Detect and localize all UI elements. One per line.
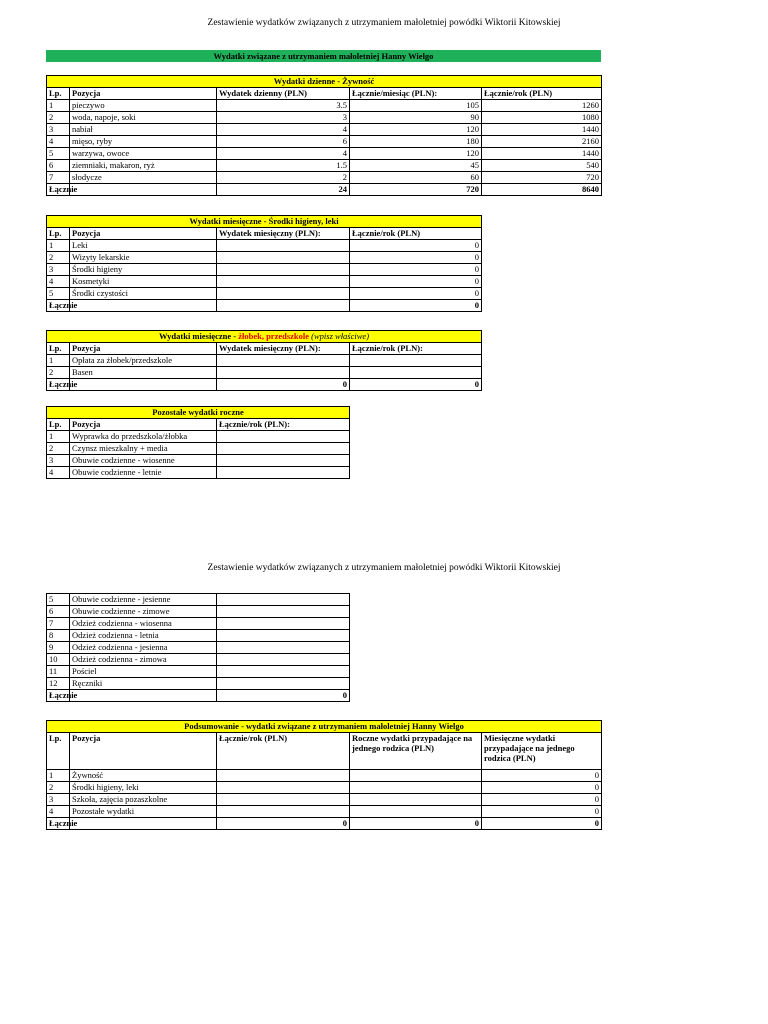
table-cell: 0 (350, 818, 482, 830)
table-row (47, 467, 350, 479)
column-header: Pozycja (70, 733, 217, 770)
table-row (47, 160, 602, 172)
header-row (47, 88, 602, 100)
table-cell: 3 (217, 112, 350, 124)
table-cell (70, 300, 217, 312)
table-cell: 1 (47, 431, 70, 443)
header-row (47, 733, 602, 770)
summary-table (46, 720, 602, 830)
table-row (47, 666, 350, 678)
table-cell (217, 367, 350, 379)
table-cell: Odzież codzienna - jesienna (70, 642, 217, 654)
table-cell (217, 630, 350, 642)
table-cell: 45 (350, 160, 482, 172)
table-cell (217, 678, 350, 690)
table-row (47, 288, 482, 300)
table-cell: 6 (47, 160, 70, 172)
food-table (46, 75, 602, 196)
table-cell (217, 240, 350, 252)
column-header: Lp. (47, 419, 70, 431)
table-cell: 12 (47, 678, 70, 690)
table-cell: 6 (217, 136, 350, 148)
table-cell: 3.5 (217, 100, 350, 112)
table-cell: 0 (217, 379, 350, 391)
table-cell: Obuwie codzienne - wiosenne (70, 455, 217, 467)
table-cell (217, 794, 350, 806)
table-cell (350, 367, 482, 379)
table-cell (217, 455, 350, 467)
table-row (47, 654, 350, 666)
table-row (47, 240, 482, 252)
table-row (47, 678, 350, 690)
table-row (47, 148, 602, 160)
table-cell: Łącznie (47, 818, 70, 830)
table-cell: 1440 (482, 148, 602, 160)
table-cell: Wizyty lekarskie (70, 252, 217, 264)
table-title: Podsumowanie - wydatki związane z utrzymaniem małoletniej Hanny Wielgo (47, 721, 602, 733)
table-row (47, 136, 602, 148)
table-cell: Pościel (70, 666, 217, 678)
table-cell (350, 355, 482, 367)
table-cell: 1.5 (217, 160, 350, 172)
table-cell (350, 770, 482, 782)
other-table-continued (46, 593, 350, 702)
table-cell: 0 (350, 379, 482, 391)
total-row (47, 690, 350, 702)
table-cell: 3 (47, 794, 70, 806)
table-cell: 5 (47, 594, 70, 606)
table-row (47, 112, 602, 124)
table-cell: 60 (350, 172, 482, 184)
table-cell: Odzież codzienna - wiosenna (70, 618, 217, 630)
table-cell: 2160 (482, 136, 602, 148)
table-cell: 5 (47, 288, 70, 300)
table-cell: 2 (47, 252, 70, 264)
hygiene-table (46, 215, 482, 312)
table-cell: 0 (350, 264, 482, 276)
document-title-page2: Zestawienie wydatków związanych z utrzymaniem małoletniej powódki Wiktorii Kitowskiej (207, 563, 561, 573)
school-table (46, 330, 482, 391)
table-cell: 0 (350, 240, 482, 252)
table-cell: 3 (47, 264, 70, 276)
table-cell (217, 276, 350, 288)
table-cell: Łącznie (47, 690, 70, 702)
header-row (47, 419, 350, 431)
table-title: Pozostałe wydatki roczne (47, 407, 350, 419)
table-cell (350, 794, 482, 806)
table-row (47, 606, 350, 618)
table-cell: 120 (350, 124, 482, 136)
table-cell: 1080 (482, 112, 602, 124)
table-cell: 120 (350, 148, 482, 160)
table-row (47, 124, 602, 136)
column-header: Wydatek miesięczny (PLN): (217, 343, 350, 355)
table-cell: Obuwie codzienne - zimowe (70, 606, 217, 618)
column-header: Pozycja (70, 419, 217, 431)
table-cell (70, 690, 217, 702)
column-header: Lp. (47, 343, 70, 355)
column-header: Łącznie/rok (PLN) (482, 88, 602, 100)
table-row (47, 806, 602, 818)
table-cell: 2 (47, 112, 70, 124)
table-cell: 8640 (482, 184, 602, 196)
table-cell: Odzież codzienna - zimowa (70, 654, 217, 666)
table-cell: Szkoła, zajęcia pozaszkolne (70, 794, 217, 806)
table-cell (217, 782, 350, 794)
table-cell: 5 (47, 148, 70, 160)
table-row (47, 367, 482, 379)
table-cell: 3 (47, 455, 70, 467)
table-cell: Pozostałe wydatki (70, 806, 217, 818)
table-cell (217, 642, 350, 654)
column-header: Lp. (47, 733, 70, 770)
table-cell (70, 184, 217, 196)
table-cell (217, 264, 350, 276)
table-cell: Leki (70, 240, 217, 252)
table-row (47, 431, 350, 443)
table-cell: 0 (350, 276, 482, 288)
table-cell: 4 (217, 124, 350, 136)
table-cell (217, 594, 350, 606)
column-header: Lp. (47, 228, 70, 240)
table-cell: 11 (47, 666, 70, 678)
table-row (47, 100, 602, 112)
table-cell (217, 618, 350, 630)
other-table (46, 406, 350, 479)
table-title (47, 331, 482, 343)
column-header: Pozycja (70, 228, 217, 240)
column-header: Łącznie/rok (PLN) (350, 228, 482, 240)
table-title: Wydatki miesięczne - Środki higieny, leki (47, 216, 482, 228)
table-cell: 720 (350, 184, 482, 196)
table-cell: Łącznie (47, 184, 70, 196)
table-cell: 7 (47, 618, 70, 630)
table-cell: 0 (482, 782, 602, 794)
table-cell: Łącznie (47, 379, 70, 391)
table-row (47, 252, 482, 264)
table-cell: Łącznie (47, 300, 70, 312)
table-cell (70, 818, 217, 830)
table-cell: 105 (350, 100, 482, 112)
section-banner: Wydatki związane z utrzymaniem małoletniej Hanny Wielgo (46, 50, 601, 62)
table-cell: Ręczniki (70, 678, 217, 690)
table-cell: 0 (217, 690, 350, 702)
table-row (47, 276, 482, 288)
table-cell: 0 (350, 252, 482, 264)
table-cell: Obuwie codzienne - jesienne (70, 594, 217, 606)
table-row (47, 455, 350, 467)
column-header: Łącznie/miesiąc (PLN): (350, 88, 482, 100)
table-row (47, 172, 602, 184)
table-row (47, 264, 482, 276)
table-cell: 4 (47, 467, 70, 479)
table-cell: 1260 (482, 100, 602, 112)
table-cell: Środki higieny (70, 264, 217, 276)
table-title: Wydatki dzienne - Żywność (47, 76, 602, 88)
table-cell: 9 (47, 642, 70, 654)
document-title: Zestawienie wydatków związanych z utrzymaniem małoletniej powódki Wiktorii Kitowskiej (207, 18, 561, 28)
table-cell: 0 (482, 794, 602, 806)
column-header: Wydatek miesięczny (PLN): (217, 228, 350, 240)
table-cell: ziemniaki, makaron, ryż (70, 160, 217, 172)
header-row (47, 228, 482, 240)
table-row (47, 794, 602, 806)
table-cell: 3 (47, 124, 70, 136)
table-cell: Żywność (70, 770, 217, 782)
table-cell: 4 (47, 806, 70, 818)
table-row (47, 770, 602, 782)
total-row (47, 379, 482, 391)
table-cell: 4 (217, 148, 350, 160)
table-cell: 0 (350, 288, 482, 300)
table-cell: 540 (482, 160, 602, 172)
table-cell: 720 (482, 172, 602, 184)
table-cell (217, 288, 350, 300)
total-row (47, 300, 482, 312)
table-cell: nabiał (70, 124, 217, 136)
total-row (47, 184, 602, 196)
table-cell: 6 (47, 606, 70, 618)
title-red-part: żłobek, przedszkole (238, 331, 310, 341)
column-header: Pozycja (70, 88, 217, 100)
table-cell: 0 (217, 818, 350, 830)
table-cell: 1 (47, 240, 70, 252)
table-cell: 1 (47, 100, 70, 112)
title-prefix: Wydatki miesięczne - (158, 331, 239, 341)
table-cell: warzywa, owoce (70, 148, 217, 160)
table-cell: Środki higieny, leki (70, 782, 217, 794)
table-row (47, 443, 350, 455)
table-cell (217, 431, 350, 443)
table-cell: 0 (482, 818, 602, 830)
table-cell: Odzież codzienna - letnia (70, 630, 217, 642)
table-cell: Obuwie codzienne - letnie (70, 467, 217, 479)
table-cell: 4 (47, 276, 70, 288)
column-header: Miesięczne wydatki przypadające na jednego rodzica (PLN) (482, 733, 602, 770)
table-cell: Basen (70, 367, 217, 379)
table-cell: słodycze (70, 172, 217, 184)
table-cell: 2 (47, 443, 70, 455)
table-cell (217, 443, 350, 455)
table-cell (217, 654, 350, 666)
table-cell: 2 (47, 367, 70, 379)
table-row (47, 630, 350, 642)
table-row (47, 618, 350, 630)
table-cell: 90 (350, 112, 482, 124)
title-note: (wpisz właściwe) (309, 331, 370, 341)
table-cell: 24 (217, 184, 350, 196)
table-cell (350, 782, 482, 794)
table-cell (217, 467, 350, 479)
table-cell: 1440 (482, 124, 602, 136)
total-row (47, 818, 602, 830)
table-cell (217, 300, 350, 312)
column-header: Lp. (47, 88, 70, 100)
table-cell (217, 355, 350, 367)
table-cell: 180 (350, 136, 482, 148)
column-header: Wydatek dzienny (PLN) (217, 88, 350, 100)
table-cell (217, 770, 350, 782)
table-row (47, 782, 602, 794)
column-header: Łącznie/rok (PLN) (217, 733, 350, 770)
table-cell (70, 379, 217, 391)
table-cell: 1 (47, 770, 70, 782)
table-cell: 2 (217, 172, 350, 184)
table-cell: 0 (482, 770, 602, 782)
header-row (47, 343, 482, 355)
table-cell (217, 666, 350, 678)
table-cell: 1 (47, 355, 70, 367)
table-cell: 2 (47, 782, 70, 794)
table-cell: Kosmetyki (70, 276, 217, 288)
table-cell: 0 (482, 806, 602, 818)
table-cell: Wyprawka do przedszkola/żłobka (70, 431, 217, 443)
table-cell: woda, napoje, soki (70, 112, 217, 124)
table-cell: Środki czystości (70, 288, 217, 300)
table-cell: 10 (47, 654, 70, 666)
table-cell: 7 (47, 172, 70, 184)
table-cell: Czynsz mieszkalny + media (70, 443, 217, 455)
table-row (47, 355, 482, 367)
table-cell: pieczywo (70, 100, 217, 112)
table-cell (217, 606, 350, 618)
column-header: Roczne wydatki przypadające na jednego rodzica (PLN) (350, 733, 482, 770)
table-cell: 0 (350, 300, 482, 312)
table-cell (350, 806, 482, 818)
column-header: Pozycja (70, 343, 217, 355)
table-cell (217, 806, 350, 818)
table-cell (217, 252, 350, 264)
table-cell: 4 (47, 136, 70, 148)
table-row (47, 594, 350, 606)
table-row (47, 642, 350, 654)
table-cell: 8 (47, 630, 70, 642)
table-cell: mięso, ryby (70, 136, 217, 148)
column-header: Łącznie/rok (PLN): (217, 419, 350, 431)
column-header: Łącznie/rok (PLN): (350, 343, 482, 355)
table-cell: Opłata za żłobek/przedszkole (70, 355, 217, 367)
